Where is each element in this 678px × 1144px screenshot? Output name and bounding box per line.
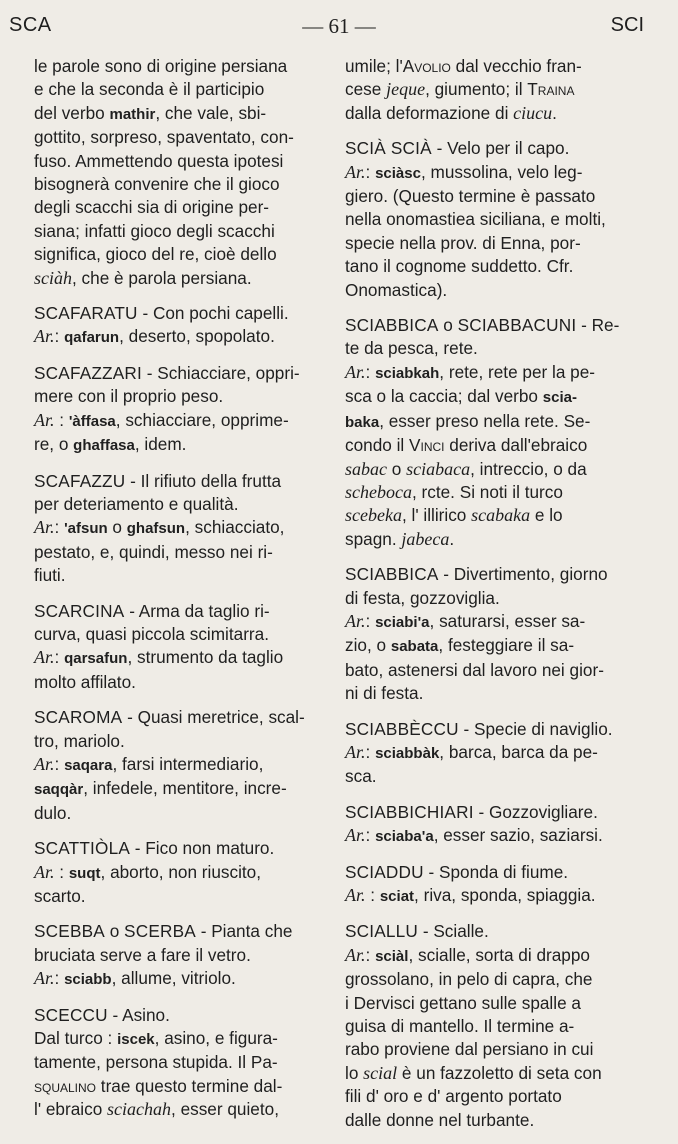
text-line: le parole sono di origine persiana <box>34 56 288 76</box>
arabic-label: Ar. <box>34 753 55 774</box>
text-line: bisognerà convenire che il gioco <box>34 174 280 195</box>
headword: SCERBA <box>124 921 196 942</box>
entry-scia-scia: SCIÀ SCIÀ - Velo per il capo. Ar.: sciàsc, mussolina, velo leg- giero. (Questo termine è passato nella onomastiea siciliana, e molti, specie nella prov. di Enna, por- tano il cognome suddetto. Cfr. Onomastica). <box>345 138 606 300</box>
arabic-label: Ar. <box>345 361 366 382</box>
headword: SCIABBICA <box>345 315 439 336</box>
arabic-label: Ar. <box>345 885 366 905</box>
page-number: — 61 — <box>302 14 376 38</box>
headword: SCAROMA <box>34 707 123 728</box>
intro-continuation: umile; l'Avolio dal vecchio fran- cese jeque, giumento; il Traina dalla deformazione di ciucu. <box>345 56 582 123</box>
headword: SCIABBACUNI <box>457 315 577 336</box>
headword: SCIÀ SCIÀ <box>345 138 432 159</box>
arabic-label: Ar. <box>345 610 366 631</box>
arabic-label: Ar. <box>345 741 366 762</box>
entry-scebba: SCEBBA o SCERBA - Pianta che bruciata serve a fare il vetro. Ar.: sciabb, allume, vitriolo. <box>34 921 293 989</box>
entry-scaroma: SCAROMA - Quasi meretrice, scal- tro, mariolo. Ar.: saqara, farsi intermediario, saqqàr, infedele, mentitore, incre- dulo. <box>34 707 305 823</box>
arabic-label: Ar. <box>34 409 55 430</box>
entry-scarcina: SCARCINA - Arma da taglio ri- curva, quasi piccola scimitarra. Ar.: qarsafun, strumento da taglio molto affilato. <box>34 600 284 692</box>
entry-scafazzu: SCAFAZZU - Il rifiuto della frutta per deteriamento e qualità. Ar.: 'afsun o ghafsun, schiacciato, pestato, e, quindi, messo nei ri- fiuti. <box>34 470 285 586</box>
headword: SCIALLU <box>345 921 419 942</box>
arabic-label: Ar. <box>34 861 55 882</box>
headword: SCIADDU <box>345 861 424 882</box>
text-line: gottito, sorpreso, spaventato, con- <box>34 127 294 148</box>
entry-sciaddu: SCIADDU - Sponda di fiume. Ar. : sciat, riva, sponda, spiaggia. <box>345 861 596 905</box>
text-line: significa, gioco del re, cioè dello <box>34 244 277 265</box>
headword: SCAFAZZU <box>34 470 126 491</box>
text-line: fuso. Ammettendo questa ipotesi <box>34 150 284 171</box>
arabic-label: Ar. <box>345 161 366 182</box>
intro-continuation <box>34 55 322 290</box>
entry-sceccu: SCECCU - Asino. Dal turco : iscek, asino, e figura- tamente, persona stupida. Il Pa- squalino trae questo termine dal- l' ebraico sciachah, esser quieto, <box>34 1004 283 1120</box>
headword: SCECCU <box>34 1004 108 1025</box>
text-line: sciàh, che è parola persiana. <box>34 267 252 288</box>
text-line: degli scacchi sia di origine per- <box>34 197 270 218</box>
entry-sciabbichiari: SCIABBICHIARI - Gozzovigliare. Ar.: sciaba'a, esser sazio, saziarsi. <box>345 801 603 846</box>
running-head-left: SCA <box>9 14 52 36</box>
headword: SCAFARATU <box>34 303 138 324</box>
entry-sciabbica-rete: SCIABBICA o SCIABBACUNI - Re- te da pesca, rete. Ar.: sciabkah, rete, rete per la pe- sca o la caccia; dal verbo scia- baka, esser preso nella rete. Se- condo il Vinci deriva dall'ebraico sabac o sciabaca, intreccio, o da scheboca, rcte. Si noti il turco scebeka, l' illirico scabaka e lo spagn. jabeca. <box>345 315 620 549</box>
entry-sciabbica-festa: SCIABBICA - Divertimento, giorno di festa, gozzoviglia. Ar.: sciabi'a, saturarsi, esser sa- zio, o sabata, festeggiare il sa- bato, astenersi dal lavoro nei gior- ni di festa. <box>345 564 608 704</box>
page-header <box>0 10 678 42</box>
entry-sciallu: SCIALLU - Scialle. Ar.: sciàl, scialle, sorta di drappo grossolano, in pelo di capra, che i Dervisci gettano sulle spalle a guisa di mantello. Il termine a- rabo proviene dal persiano in cui lo scial è un fazzoletto di seta con fili d' oro e d' argento portato dalle donne nel turbante. <box>345 921 602 1130</box>
text-line: siana; infatti gioco degli scacchi <box>34 220 275 241</box>
headword: SCARCINA <box>34 600 125 621</box>
running-head-right: SCI <box>610 14 644 36</box>
headword: SCAFAZZARI <box>34 362 143 383</box>
text-line: del verbo mathir, che vale, sbi- <box>34 102 267 123</box>
entry-scafaratu: SCAFARATU - Con pochi capelli. Ar.: qafarun, deserto, spopolato. <box>34 303 289 347</box>
text-line: e che la seconda è il participio <box>34 79 265 100</box>
arabic-label: Ar. <box>345 825 366 846</box>
headword: SCATTIÒLA <box>34 838 131 859</box>
entry-scattiola: SCATTIÒLA - Fico non maturo. Ar. : suqt, aborto, non riuscito, scarto. <box>34 838 275 906</box>
arabic-label: Ar. <box>345 944 366 965</box>
arabic-label: Ar. <box>34 968 55 989</box>
headword: SCEBBA <box>34 921 105 942</box>
headword: SCIABBÈCCU <box>345 718 459 739</box>
entry-scafazzari: SCAFAZZARI - Schiacciare, oppri- mere con il proprio peso. Ar. : 'àffasa, schiacciare, opprime- re, o ghaffasa, idem. <box>34 362 300 455</box>
arabic-label: Ar. <box>34 326 55 347</box>
left-column <box>34 55 322 1134</box>
arabic-label: Ar. <box>34 517 55 538</box>
headword: SCIABBICA <box>345 564 439 585</box>
entry-sciabbeccu: SCIABBÈCCU - Specie di naviglio. Ar.: sciabbàk, barca, barca da pe- sca. <box>345 718 613 787</box>
arabic-label: Ar. <box>34 647 55 668</box>
headword: SCIABBICHIARI <box>345 801 474 822</box>
right-column <box>345 55 645 1144</box>
